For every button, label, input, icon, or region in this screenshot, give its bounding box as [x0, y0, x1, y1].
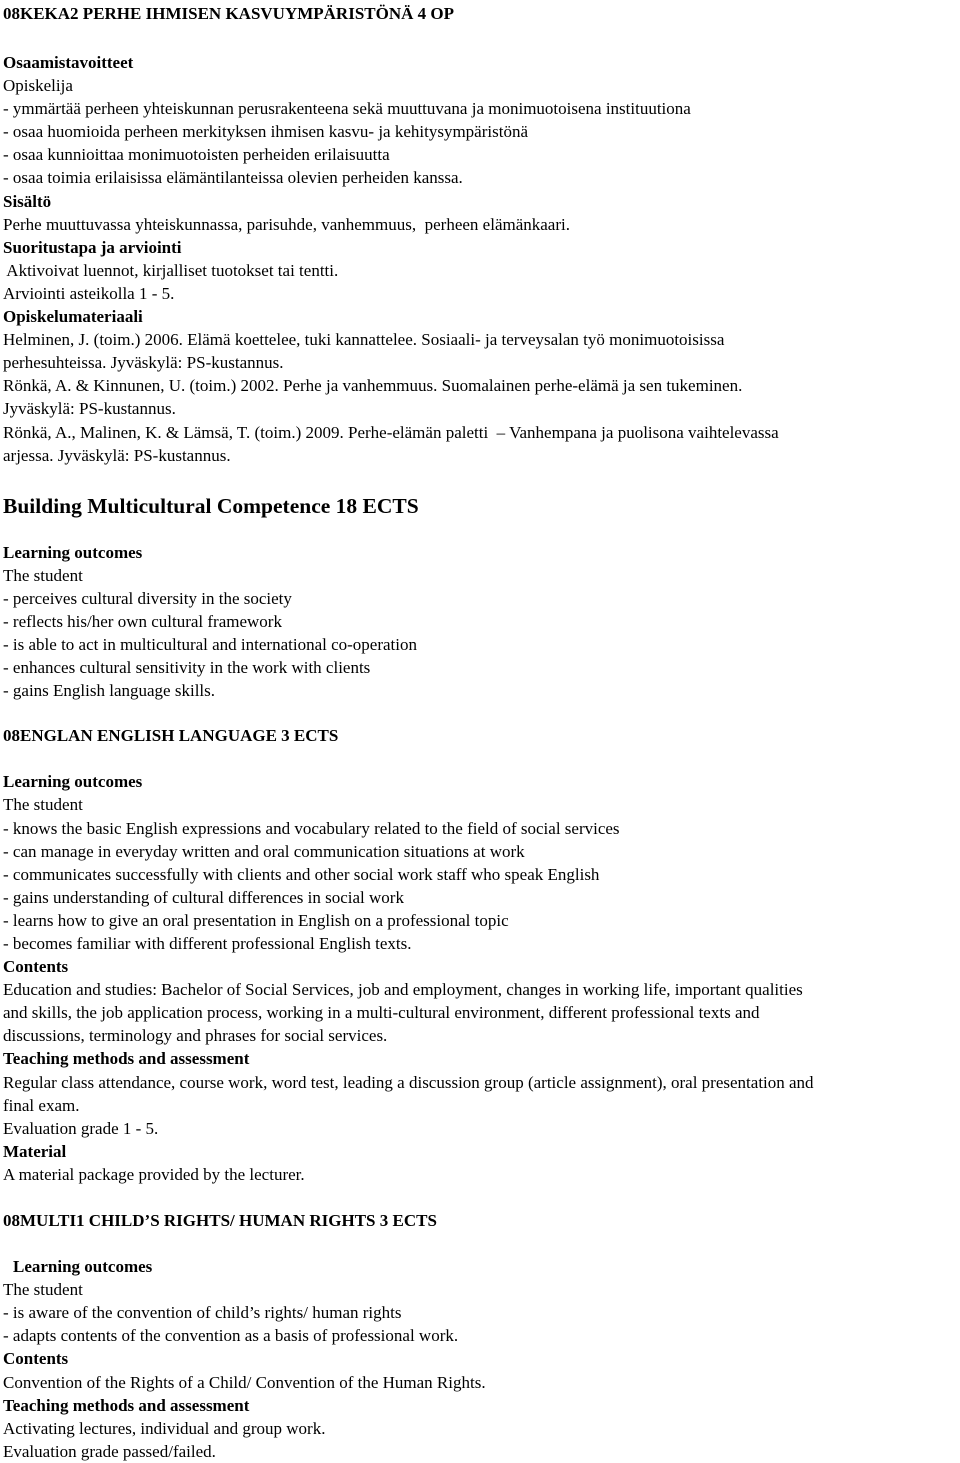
outcomes-heading: Learning outcomes: [3, 542, 143, 562]
section-child-rights: [3, 1209, 958, 1463]
outcome-item: - perceives cultural diversity in the society: [3, 588, 292, 608]
outcome-item: - is aware of the convention of child’s rights/ human rights: [3, 1303, 402, 1323]
subject-label: The student: [3, 795, 83, 815]
contents-heading: Contents: [3, 957, 69, 977]
material-line: Helminen, J. (toim.) 2006. Elämä koettelee, tuki kannattelee. Sosiaali- ja terveysalan työ monimuotoisissa: [3, 330, 725, 350]
outcomes-heading: Learning outcomes: [3, 772, 143, 792]
outcome-item: - osaa toimia erilaisissa elämäntilanteissa olevien perheiden kanssa.: [3, 168, 463, 188]
outcome-item: - reflects his/her own cultural framework: [3, 611, 282, 631]
material-line: Jyväskylä: PS-kustannus.: [3, 399, 176, 419]
subject-label: Opiskelija: [3, 76, 73, 96]
outcome-item: - gains understanding of cultural differences in social work: [3, 887, 404, 907]
method-heading: Suoritustapa ja arviointi: [3, 237, 182, 257]
outcome-item: - osaa kunnioittaa monimuotoisten perheiden erilaisuutta: [3, 145, 390, 165]
material-heading: Material: [3, 1141, 67, 1161]
grading-text: Evaluation grade 1 - 5.: [3, 1118, 159, 1138]
method-text: Aktivoivat luennot, kirjalliset tuotokset tai tentti.: [3, 260, 339, 280]
method-text: Activating lectures, individual and group work.: [3, 1418, 326, 1438]
material-heading: Opiskelumateriaali: [3, 307, 143, 327]
grading-text: Evaluation grade passed/failed.: [3, 1441, 216, 1461]
outcome-item: - can manage in everyday written and oral communication situations at work: [3, 841, 525, 861]
outcomes-heading: Learning outcomes: [13, 1257, 153, 1277]
content-heading: Sisältö: [3, 191, 52, 211]
outcome-item: - learns how to give an oral presentation in English on a professional topic: [3, 910, 509, 930]
outcome-item: - gains English language skills.: [3, 681, 216, 701]
outcome-item: - osaa huomioida perheen merkityksen ihmisen kasvu- ja kehitysympäristönä: [3, 122, 528, 142]
method-line: Regular class attendance, course work, word test, leading a discussion group (article assignment), oral presentation and: [3, 1072, 814, 1092]
section-english: [3, 724, 958, 1186]
material-line: Rönkä, A. & Kinnunen, U. (toim.) 2002. Perhe ja vanhemmuus. Suomalainen perhe-elämä ja sen tukeminen.: [3, 376, 743, 396]
outcome-item: - communicates successfully with clients and other social work staff who speak English: [3, 864, 600, 884]
outcome-item: - enhances cultural sensitivity in the work with clients: [3, 658, 371, 678]
module-title: Building Multicultural Competence 18 ECTS: [3, 493, 419, 518]
contents-text: Convention of the Rights of a Child/ Convention of the Human Rights.: [3, 1372, 486, 1392]
method-line: final exam.: [3, 1095, 80, 1115]
contents-heading: Contents: [3, 1349, 69, 1369]
outcome-item: - ymmärtää perheen yhteiskunnan perusrakenteena sekä muuttuvana ja monimuotoisena instituutiona: [3, 99, 691, 119]
document: [3, 2, 958, 1463]
method-heading: Teaching methods and assessment: [3, 1049, 250, 1069]
outcome-item: - is able to act in multicultural and international co-operation: [3, 635, 418, 655]
subject-label: The student: [3, 565, 83, 585]
outcomes-heading: Osaamistavoitteet: [3, 53, 134, 72]
contents-line: discussions, terminology and phrases for social services.: [3, 1026, 388, 1046]
method-heading: Teaching methods and assessment: [3, 1395, 250, 1415]
course-title: 08ENGLAN ENGLISH LANGUAGE 3 ECTS: [3, 726, 339, 746]
outcome-item: - knows the basic English expressions and vocabulary related to the field of social services: [3, 818, 620, 838]
course-title: 08KEKA2 PERHE IHMISEN KASVUYMPÄRISTÖNÄ 4 OP: [3, 4, 455, 23]
material-line: perhesuhteissa. Jyväskylä: PS-kustannus.: [3, 353, 284, 373]
section-perhe: [3, 2, 958, 467]
material-line: arjessa. Jyväskylä: PS-kustannus.: [3, 445, 231, 465]
contents-line: Education and studies: Bachelor of Social Services, job and employment, changes in working life, important qualities: [3, 980, 803, 1000]
grading-text: Arviointi asteikolla 1 - 5.: [3, 283, 175, 303]
subject-label: The student: [3, 1280, 83, 1300]
section-multicultural: [3, 492, 958, 703]
contents-line: and skills, the job application process, working in a multi-cultural environment, different professional texts and: [3, 1003, 760, 1023]
course-title: 08MULTI1 CHILD’S RIGHTS/ HUMAN RIGHTS 3 ECTS: [3, 1211, 437, 1231]
material-text: A material package provided by the lecturer.: [3, 1164, 305, 1184]
outcome-item: - becomes familiar with different professional English texts.: [3, 934, 412, 953]
material-line: Rönkä, A., Malinen, K. & Lämsä, T. (toim.) 2009. Perhe-elämän paletti – Vanhempana ja puolisona vaihtelevassa: [3, 422, 779, 442]
content-text: Perhe muuttuvassa yhteiskunnassa, parisuhde, vanhemmuus, perheen elämänkaari.: [3, 214, 570, 234]
outcome-item: - adapts contents of the convention as a basis of professional work.: [3, 1326, 459, 1346]
